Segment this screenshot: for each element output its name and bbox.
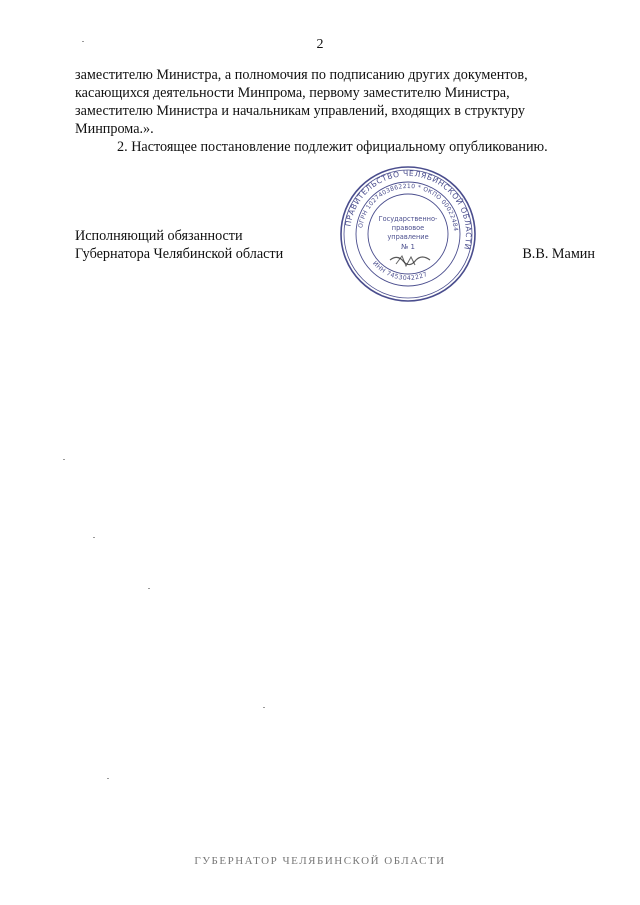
body-line: касающихся деятельности Минпрома, первому заместителю Министра,	[75, 85, 510, 101]
page-number: 2	[316, 37, 324, 52]
svg-text:ИНН 7453042227	[371, 260, 429, 282]
scan-speck	[148, 588, 150, 589]
scan-speck	[107, 778, 109, 779]
footer-letterhead: ГУБЕРНАТОР ЧЕЛЯБИНСКОЙ ОБЛАСТИ	[194, 855, 446, 867]
paragraph-publication: 2. Настоящее постановление подлежит официальному опубликованию.	[117, 139, 548, 155]
seal-inner-text-bottom: ИНН 7453042227	[371, 259, 429, 283]
document-body	[75, 66, 598, 156]
body-line: заместителю Министра и начальникам управлений, входящих в структуру	[75, 103, 526, 119]
seal-center-line: управление	[387, 233, 429, 241]
seal-outer-text: ПРАВИТЕЛЬСТВО ЧЕЛЯБИНСКОЙ ОБЛАСТИ	[343, 168, 474, 251]
scan-speck	[93, 537, 95, 538]
seal-center-line: Государственно-	[378, 215, 438, 223]
scan-speck	[63, 459, 65, 460]
body-line: заместителю Министра, а полномочия по подписанию других документов,	[75, 67, 528, 83]
signer-title-line: Губернатора Челябинской области	[75, 246, 284, 262]
official-seal-stamp	[338, 164, 478, 304]
body-line: Минпрома.».	[75, 121, 154, 137]
seal-inner-text-top: ОГРН 1027403862210 * ОКПО 00022484	[357, 182, 459, 232]
seal-center-line: правовое	[391, 224, 425, 232]
signer-name: В.В. Мамин	[522, 246, 595, 262]
seal-center-line: № 1	[401, 243, 415, 251]
signer-title	[75, 227, 283, 263]
signer-title-line: Исполняющий обязанности	[75, 228, 243, 244]
scan-speck	[82, 41, 84, 42]
scan-speck	[263, 707, 265, 708]
